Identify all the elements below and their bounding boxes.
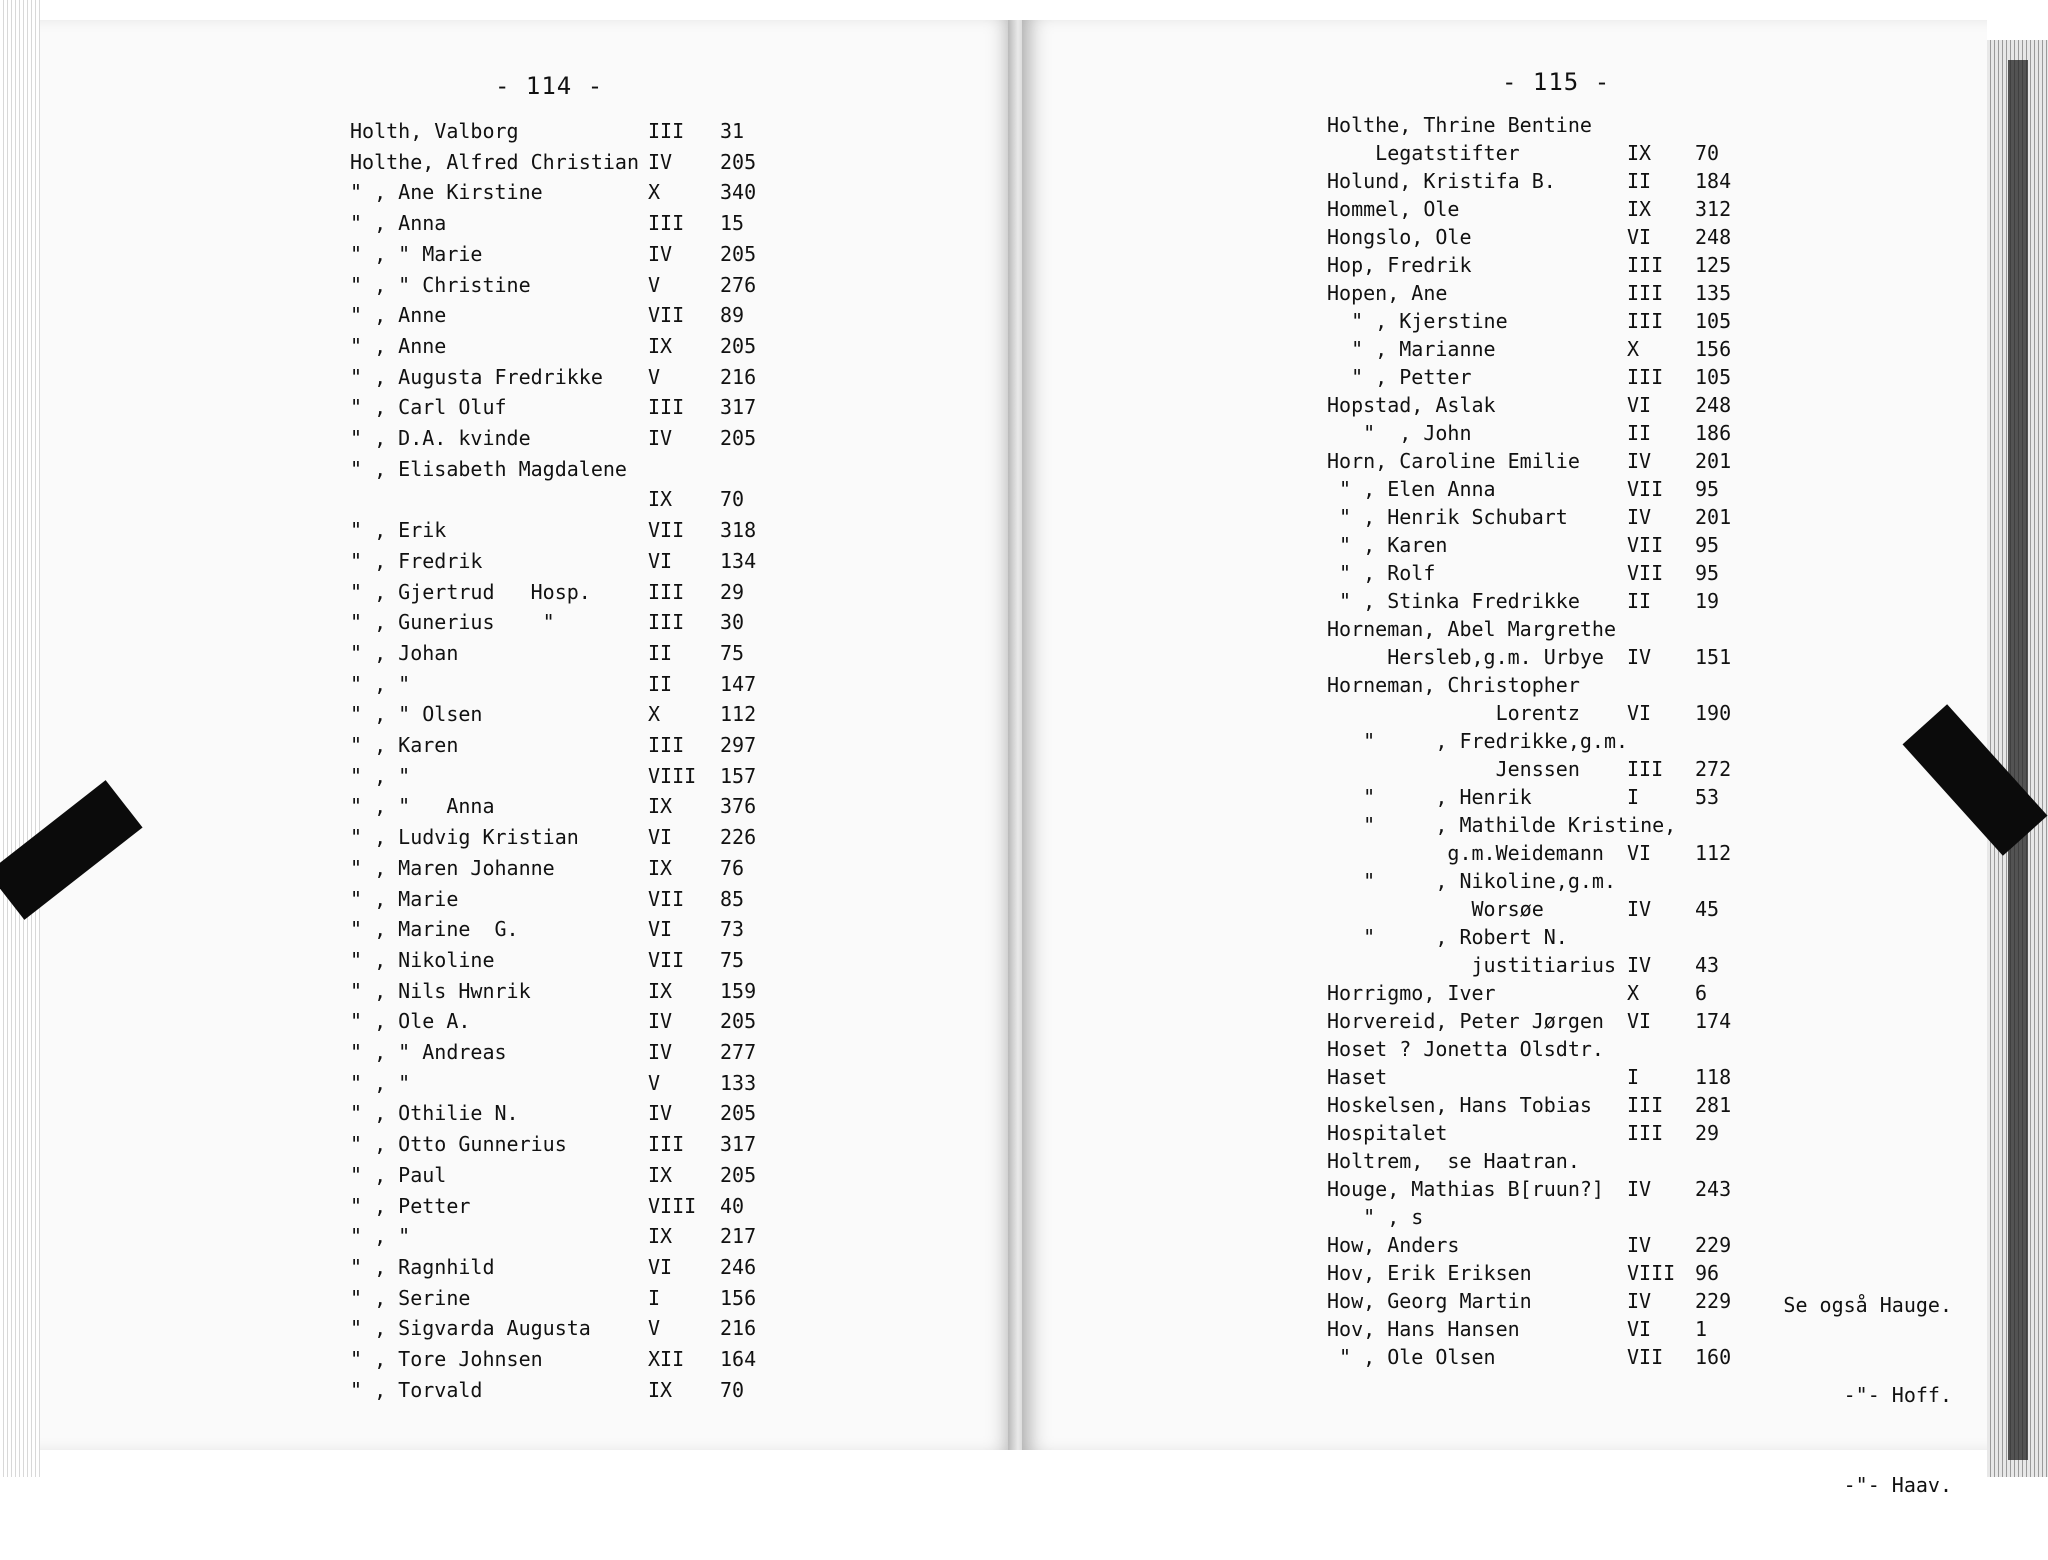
entry-volume: I	[1627, 1065, 1640, 1089]
entry-page: 19	[1695, 589, 1720, 613]
entry-page: 73	[720, 917, 745, 942]
entry-page: 53	[1695, 785, 1720, 809]
entry-name: " , Marine G.	[350, 917, 519, 942]
entry-page: 217	[720, 1224, 757, 1249]
entry-volume: VII	[648, 947, 685, 972]
entry-name: " , Anne	[350, 303, 447, 328]
entry-page: 125	[1695, 253, 1732, 277]
entry-name: " , Stinka Fredrikke	[1327, 589, 1580, 613]
entry-name: Holthe, Alfred Christian	[350, 149, 639, 174]
entry-name: " , "	[350, 763, 411, 788]
entry-volume: II	[1627, 421, 1652, 445]
entry-volume: VII	[648, 886, 685, 911]
entry-name: Haset	[1327, 1065, 1388, 1089]
entry-name: " , " Christine	[350, 272, 531, 297]
entry-volume: VI	[1627, 701, 1652, 725]
entry-volume: III	[1627, 1121, 1664, 1145]
entry-volume: IX	[1627, 141, 1652, 165]
entry-volume: I	[1627, 785, 1640, 809]
entry-volume: V	[648, 364, 661, 389]
entry-name: " , Paul	[350, 1162, 447, 1187]
entry-page: 75	[720, 640, 745, 665]
entry-volume: I	[648, 1285, 661, 1310]
entry-name: " , Karen	[1327, 533, 1448, 557]
entry-page: 135	[1695, 281, 1732, 305]
entry-page: 317	[720, 395, 757, 420]
entry-page: 205	[720, 1162, 757, 1187]
note-line: -"- Haav.	[1843, 1473, 1952, 1497]
entry-page: 85	[720, 886, 745, 911]
entry-name: " , " Marie	[350, 241, 483, 266]
entry-volume: II	[648, 640, 673, 665]
entry-volume: IX	[648, 855, 673, 880]
entry-name: " , "	[350, 1224, 411, 1249]
entry-volume: III	[648, 1132, 685, 1157]
entry-page: 216	[720, 364, 757, 389]
entry-page: 281	[1695, 1093, 1732, 1117]
entry-name: " , Anne	[350, 333, 447, 358]
entry-name: " , Petter	[1327, 365, 1472, 389]
entry-page: 134	[720, 548, 757, 573]
entry-name: Hersleb,g.m. Urbye	[1327, 645, 1604, 669]
entry-name: " , Kjerstine	[1327, 309, 1508, 333]
entry-name: " , Fredrikke,g.m.	[1327, 729, 1629, 753]
entry-name: " , Gjertrud Hosp.	[350, 579, 591, 604]
entry-volume: IX	[1627, 197, 1652, 221]
entry-name: " , Otto Gunnerius	[350, 1132, 567, 1157]
entry-page: 318	[720, 518, 757, 543]
entry-volume: III	[648, 211, 685, 236]
entry-name: Hongslo, Ole	[1327, 225, 1472, 249]
entry-volume: IV	[648, 149, 673, 174]
entry-name: " , Petter	[350, 1193, 471, 1218]
entry-name: Horneman, Christopher	[1327, 673, 1580, 697]
entry-name: Hopen, Ane	[1327, 281, 1448, 305]
entry-name: " , Elen Anna	[1327, 477, 1496, 501]
entry-page: 164	[720, 1347, 757, 1371]
entry-page: 201	[1695, 505, 1732, 529]
entry-name: " , John	[1327, 421, 1472, 445]
left-page	[40, 20, 1015, 1450]
entry-volume: VII	[1627, 1345, 1664, 1369]
entry-name: " , Elisabeth Magdalene	[350, 456, 627, 481]
entry-volume: VI	[1627, 393, 1652, 417]
entry-page: 156	[1695, 337, 1732, 361]
entry-volume: VII	[648, 303, 685, 328]
entry-volume: IX	[648, 333, 673, 358]
entry-volume: III	[1627, 1093, 1664, 1117]
entry-volume: III	[1627, 281, 1664, 305]
entry-volume: VI	[1627, 225, 1652, 249]
entry-name: Houge, Mathias B[ruun?]	[1327, 1177, 1604, 1201]
entry-page: 205	[720, 241, 757, 266]
entry-volume: III	[1627, 365, 1664, 389]
entry-page: 246	[720, 1254, 757, 1279]
entry-name: " , D.A. kvinde	[350, 426, 531, 450]
entry-name: " , s	[1327, 1205, 1424, 1229]
entry-name: g.m.Weidemann	[1327, 841, 1604, 865]
entry-volume: IX	[648, 487, 673, 512]
entry-name: " , Nils Hwnrik	[350, 978, 531, 1003]
entry-page: 312	[1695, 197, 1732, 221]
entry-page: 160	[1695, 1345, 1732, 1369]
page-number: - 115 -	[1502, 68, 1611, 96]
entry-volume: IV	[1627, 897, 1652, 921]
entry-page: 112	[720, 702, 757, 727]
entry-name: Horneman, Abel Margrethe	[1327, 617, 1616, 641]
entry-page: 243	[1695, 1177, 1732, 1201]
entry-volume: III	[648, 733, 685, 757]
entry-page: 6	[1695, 981, 1708, 1005]
entry-volume: X	[1627, 981, 1640, 1005]
entry-name: " , Maren Johanne	[350, 855, 555, 880]
entry-name: Hoskelsen, Hans Tobias	[1327, 1093, 1592, 1117]
entry-name: Hospitalet	[1327, 1121, 1448, 1145]
entry-volume: VII	[1627, 561, 1664, 585]
entry-name: Lorentz	[1327, 701, 1580, 725]
entry-volume: IV	[1627, 1233, 1652, 1257]
entry-volume: X	[648, 702, 661, 727]
cross-reference-note	[1772, 1230, 1952, 1560]
entry-name: " , Ole A.	[350, 1009, 471, 1034]
entry-name: " , Torvald	[350, 1377, 483, 1402]
entry-page: 96	[1695, 1261, 1720, 1285]
entry-volume: IV	[648, 1040, 673, 1064]
entry-name: " , Marianne	[1327, 337, 1496, 361]
entry-name: " , Henrik Schubart	[1327, 505, 1568, 529]
entry-name: Horvereid, Peter Jørgen	[1327, 1009, 1604, 1033]
entry-page: 272	[1695, 757, 1732, 781]
entry-name: " , Anna	[350, 211, 447, 236]
entry-name: How, Anders	[1327, 1233, 1460, 1257]
entry-page: 248	[1695, 225, 1732, 249]
entry-page: 76	[720, 855, 745, 880]
right-page	[1022, 20, 1987, 1497]
entry-volume: VI	[648, 917, 673, 942]
entry-volume: IV	[1627, 645, 1652, 669]
entry-name: " , "	[350, 1070, 411, 1095]
entry-name: " , "	[350, 671, 411, 696]
entry-name: " , " Andreas	[350, 1040, 507, 1064]
entry-volume: III	[648, 610, 685, 635]
entry-volume: II	[648, 671, 673, 696]
entry-name: " , Henrik	[1327, 785, 1532, 809]
entry-name: Hop, Fredrik	[1327, 253, 1472, 277]
entry-page: 229	[1695, 1233, 1732, 1257]
entry-volume: IV	[648, 426, 673, 450]
entry-page: 190	[1695, 701, 1732, 725]
entry-page: 43	[1695, 953, 1720, 977]
entry-page: 174	[1695, 1009, 1732, 1033]
entry-name: " , Karen	[350, 733, 459, 757]
entry-volume: VI	[648, 825, 673, 850]
entry-name: " , Mathilde Kristine,	[1327, 813, 1677, 837]
entry-page: 30	[720, 610, 745, 635]
entry-name: Worsøe	[1327, 897, 1544, 921]
entry-volume: IV	[1627, 1177, 1652, 1201]
entry-page: 226	[720, 825, 757, 850]
entry-name: " , Robert N.	[1327, 925, 1568, 949]
entry-name: " , " Anna	[350, 794, 495, 819]
entry-volume: IV	[648, 241, 673, 266]
entry-name: " , Nikoline,g.m.	[1327, 869, 1616, 893]
entry-name: Hoset ? Jonetta Olsdtr.	[1327, 1037, 1604, 1061]
entry-page: 276	[720, 272, 757, 297]
entry-page: 186	[1695, 421, 1732, 445]
entry-name: " , Serine	[350, 1285, 471, 1310]
book-cover-edge	[2008, 60, 2028, 1460]
entry-volume: V	[648, 1070, 661, 1095]
entry-page: 70	[1695, 141, 1720, 165]
entry-volume: IX	[648, 978, 673, 1003]
entry-page: 157	[720, 763, 757, 788]
entry-name: Holund, Kristifa B.	[1327, 169, 1556, 193]
entry-volume: XII	[648, 1347, 685, 1371]
entry-page: 89	[720, 303, 745, 328]
entry-page: 70	[720, 487, 745, 512]
entry-name: " , Tore Johnsen	[350, 1347, 543, 1371]
entry-page: 376	[720, 794, 757, 819]
entry-page: 95	[1695, 533, 1720, 557]
entry-name: " , Gunerius "	[350, 610, 555, 635]
entry-page: 95	[1695, 561, 1720, 585]
entry-page: 105	[1695, 365, 1732, 389]
entry-volume: IX	[648, 1224, 673, 1249]
entry-page: 340	[720, 180, 757, 205]
entry-name: " , Marie	[350, 886, 459, 911]
entry-name: How, Georg Martin	[1327, 1289, 1532, 1313]
entry-name: Hov, Hans Hansen	[1327, 1317, 1520, 1341]
entry-page: 205	[720, 426, 757, 450]
note-line: Se også Hauge.	[1783, 1293, 1952, 1317]
entry-volume: VIII	[1627, 1261, 1676, 1285]
entry-page: 1	[1695, 1317, 1708, 1341]
entry-volume: III	[648, 119, 685, 143]
entry-page: 216	[720, 1316, 757, 1341]
entry-name: " , Sigvarda Augusta	[350, 1316, 591, 1341]
entry-page: 29	[720, 579, 745, 604]
entry-volume: IV	[1627, 449, 1652, 473]
entry-volume: IV	[648, 1101, 673, 1126]
entry-volume: IX	[648, 1162, 673, 1187]
entry-volume: IV	[1627, 1289, 1652, 1313]
entry-name: Hommel, Ole	[1327, 197, 1460, 221]
entry-name: " , Ane Kirstine	[350, 180, 543, 205]
entry-volume: V	[648, 272, 661, 297]
entry-name: Horrigmo, Iver	[1327, 981, 1496, 1005]
entry-page: 297	[720, 733, 757, 757]
entry-name: " , Nikoline	[350, 947, 495, 972]
entry-volume: VI	[1627, 841, 1652, 865]
entry-volume: III	[1627, 309, 1664, 333]
entry-page: 205	[720, 1101, 757, 1126]
entry-page: 156	[720, 1285, 757, 1310]
entry-page: 118	[1695, 1065, 1732, 1089]
entry-name: " , Augusta Fredrikke	[350, 364, 603, 389]
entry-name: " , Erik	[350, 518, 447, 543]
entry-volume: VIII	[648, 1193, 697, 1218]
entry-volume: VI	[648, 548, 673, 573]
entry-volume: III	[648, 579, 685, 604]
entry-name: " , Johan	[350, 640, 459, 665]
entry-name: " , " Olsen	[350, 702, 483, 727]
entry-volume: IX	[648, 794, 673, 819]
entry-volume: III	[648, 395, 685, 420]
entry-page: 147	[720, 671, 757, 696]
entry-name: Holth, Valborg	[350, 119, 519, 143]
page-number: - 114 -	[495, 72, 604, 100]
entry-page: 70	[720, 1377, 745, 1402]
entry-volume: II	[1627, 169, 1652, 193]
entry-volume: IX	[648, 1377, 673, 1402]
entry-name: " , Othilie N.	[350, 1101, 519, 1126]
entry-page: 205	[720, 149, 757, 174]
entry-name: Hov, Erik Eriksen	[1327, 1261, 1532, 1285]
entry-volume: VI	[648, 1254, 673, 1279]
entry-page: 248	[1695, 393, 1732, 417]
entry-volume: VIII	[648, 763, 697, 788]
entry-volume: VII	[1627, 477, 1664, 501]
note-line: -"- Hoff.	[1843, 1383, 1952, 1407]
entry-name: Holthe, Thrine Bentine	[1327, 113, 1592, 137]
entry-page: 229	[1695, 1289, 1732, 1313]
entry-name: " , Carl Oluf	[350, 395, 507, 420]
entry-page: 151	[1695, 645, 1732, 669]
left-page-edges	[0, 0, 40, 1477]
entry-name: " , Ole Olsen	[1327, 1345, 1496, 1369]
entry-volume: III	[1627, 757, 1664, 781]
entry-volume: VI	[1627, 1009, 1652, 1033]
entry-name: Horn, Caroline Emilie	[1327, 449, 1580, 473]
entry-volume: IV	[1627, 953, 1652, 977]
entry-page: 205	[720, 333, 757, 358]
entry-page: 15	[720, 211, 745, 236]
entry-page: 184	[1695, 169, 1732, 193]
entry-page: 159	[720, 978, 757, 1003]
entry-page: 40	[720, 1193, 745, 1218]
entry-page: 277	[720, 1040, 757, 1064]
entry-volume: VII	[648, 518, 685, 543]
entry-volume: II	[1627, 589, 1652, 613]
entry-name: Legatstifter	[1327, 141, 1520, 165]
entry-volume: VII	[1627, 533, 1664, 557]
entry-volume: X	[648, 180, 661, 205]
entry-name: Jenssen	[1327, 757, 1580, 781]
entry-volume: V	[648, 1316, 661, 1341]
entry-volume: IV	[648, 1009, 673, 1034]
entry-volume: IV	[1627, 505, 1652, 529]
entry-page: 317	[720, 1132, 757, 1157]
entry-volume: VI	[1627, 1317, 1652, 1341]
entry-page: 105	[1695, 309, 1732, 333]
entry-page: 205	[720, 1009, 757, 1034]
entry-volume: III	[1627, 253, 1664, 277]
entry-page: 75	[720, 947, 745, 972]
entry-name: justitiarius	[1327, 953, 1616, 977]
entry-page: 29	[1695, 1121, 1720, 1145]
entry-page: 201	[1695, 449, 1732, 473]
entry-name: " , Ragnhild	[350, 1254, 495, 1279]
entry-volume: X	[1627, 337, 1640, 361]
entry-name: Holtrem, se Haatran.	[1327, 1149, 1580, 1173]
entry-page: 133	[720, 1070, 757, 1095]
entry-page: 112	[1695, 841, 1732, 865]
entry-page: 31	[720, 119, 745, 143]
entry-name: " , Fredrik	[350, 548, 483, 573]
entry-name: " , Ludvig Kristian	[350, 825, 579, 850]
entry-page: 95	[1695, 477, 1720, 501]
entry-name: " , Rolf	[1327, 561, 1436, 585]
entry-name: Hopstad, Aslak	[1327, 393, 1496, 417]
entry-page: 45	[1695, 897, 1720, 921]
